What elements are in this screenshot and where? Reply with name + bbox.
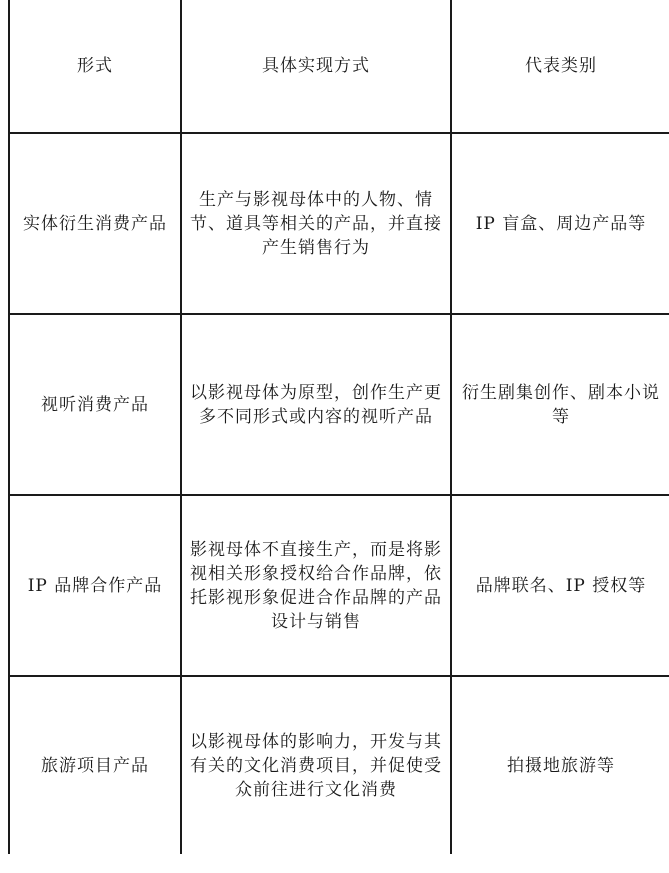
cell-method: 影视母体不直接生产，而是将影视相关形象授权给合作品牌，依托影视形象促进合作品牌的产品设计与销售 [181, 495, 451, 676]
cell-method: 以影视母体为原型，创作生产更多不同形式或内容的视听产品 [181, 314, 451, 495]
table-row [9, 495, 669, 676]
table-row [9, 133, 669, 314]
cell-form: 视听消费产品 [9, 314, 181, 495]
header-method: 具体实现方式 [181, 0, 451, 133]
table-row [9, 314, 669, 495]
cell-form: IP 品牌合作产品 [9, 495, 181, 676]
cell-category: 品牌联名、IP 授权等 [451, 495, 669, 676]
table-header-row [9, 0, 669, 133]
cell-method: 生产与影视母体中的人物、情节、道具等相关的产品，并直接产生销售行为 [181, 133, 451, 314]
header-category: 代表类别 [451, 0, 669, 133]
product-forms-table [8, 0, 669, 854]
table-row [9, 676, 669, 854]
cell-form: 实体衍生消费产品 [9, 133, 181, 314]
cell-category: 拍摄地旅游等 [451, 676, 669, 854]
cell-form: 旅游项目产品 [9, 676, 181, 854]
cell-category: 衍生剧集创作、剧本小说等 [451, 314, 669, 495]
cell-method: 以影视母体的影响力，开发与其有关的文化消费项目，并促使受众前往进行文化消费 [181, 676, 451, 854]
header-form: 形式 [9, 0, 181, 133]
cell-category: IP 盲盒、周边产品等 [451, 133, 669, 314]
